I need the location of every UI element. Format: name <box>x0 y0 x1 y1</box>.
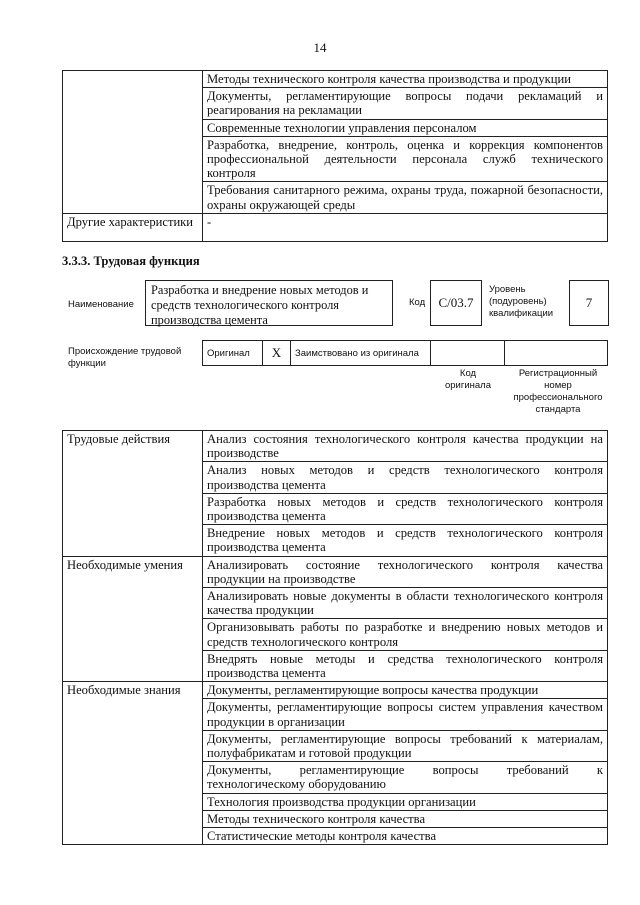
function-name: Разработка и внедрение новых методов и средств технологического контроля производства цемента <box>145 280 393 326</box>
required-skills-label: Необходимые умения <box>63 556 203 682</box>
page-number: 14 <box>313 40 327 55</box>
labor-action-item: Анализ состояния технологического контроля качества продукции на производстве <box>203 431 608 462</box>
other-characteristics-value: - <box>203 213 608 241</box>
labor-action-item: Внедрение новых методов и средств технологического контроля производства цемента <box>203 525 608 556</box>
knowledge-item: Документы, регламентирующие вопросы качества продукции <box>203 682 608 699</box>
skill-item: Организовывать работы по разработке и внедрению новых методов и средств технологического контроля <box>203 619 608 650</box>
skill-item: Анализировать состояние технологического контроля качества продукции на производстве <box>203 556 608 587</box>
function-details-table <box>62 430 608 845</box>
qualification-level: 7 <box>569 280 609 326</box>
labor-action-item: Анализ новых методов и средств технологического контроля производства цемента <box>203 462 608 493</box>
other-characteristics-label: Другие характеристики <box>63 213 203 241</box>
reg-number-cell <box>505 341 607 365</box>
code-origin-cell <box>431 341 505 365</box>
original-mark: X <box>263 341 291 365</box>
origin-row <box>202 340 608 366</box>
knowledge-item: Современные технологии управления персоналом <box>203 119 608 136</box>
knowledge-item: Документы, регламентирующие вопросы систем управления качеством продукции в организации <box>203 699 608 730</box>
origin-label: Происхождение трудовой функции <box>68 346 182 369</box>
section-heading: 3.3.3. Трудовая функция <box>62 254 200 268</box>
empty-label-cell <box>63 71 203 214</box>
knowledge-item: Статистические методы контроля качества <box>203 828 608 845</box>
original-label: Оригинал <box>203 341 263 365</box>
knowledge-item: Документы, регламентирующие вопросы требований к материалам, полуфабрикатам и готовой продукции <box>203 730 608 761</box>
borrowed-label: Заимствовано из оригинала <box>291 341 431 365</box>
knowledge-item: Разработка, внедрение, контроль, оценка и коррекция компонентов профессиональной деятельности персонала служб технического контроля <box>203 136 608 182</box>
labor-action-item: Разработка новых методов и средств технологического контроля производства цемента <box>203 493 608 524</box>
top-requirements-table <box>62 70 608 242</box>
knowledge-item: Методы технического контроля качества <box>203 810 608 827</box>
function-code: C/03.7 <box>430 280 482 326</box>
code-origin-label: Код оригинала <box>444 368 491 391</box>
code-label: Код <box>409 297 426 308</box>
skill-item: Анализировать новые документы в области технологического контроля качества продукции <box>203 588 608 619</box>
required-knowledge-label: Необходимые знания <box>63 682 203 845</box>
knowledge-item: Методы технического контроля качества производства и продукции <box>203 71 608 88</box>
skill-item: Внедрять новые методы и средства технологического контроля производства цемента <box>203 650 608 681</box>
knowledge-item: Документы, регламентирующие вопросы требований к технологическому оборудованию <box>203 762 608 793</box>
reg-number-label: Регистрационный номер профессионального стандарта <box>513 368 603 415</box>
name-label: Наименование <box>68 299 134 310</box>
knowledge-item: Технология производства продукции организации <box>203 793 608 810</box>
knowledge-item: Требования санитарного режима, охраны труда, пожарной безопасности, охраны окружающей среды <box>203 182 608 213</box>
level-label: Уровень (подуровень) квалификации <box>489 284 554 319</box>
labor-actions-label: Трудовые действия <box>63 431 203 557</box>
knowledge-item: Документы, регламентирующие вопросы подачи рекламаций и реагирования на рекламации <box>203 88 608 119</box>
